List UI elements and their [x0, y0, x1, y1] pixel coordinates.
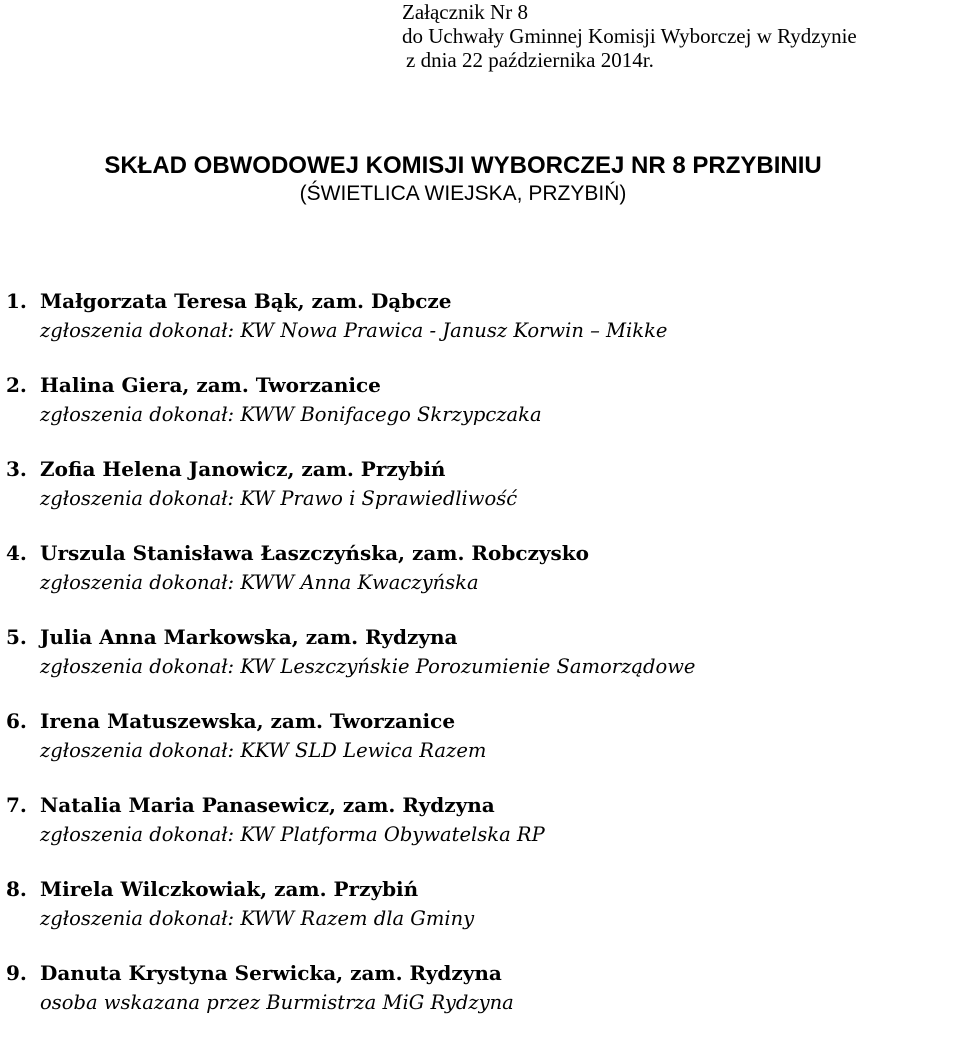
member-nomination: zgłoszenia dokonał: KWW Bonifacego Skrzypczaka [40, 403, 542, 426]
member-nomination: zgłoszenia dokonał: KW Nowa Prawica - Janusz Korwin – Mikke [40, 319, 668, 342]
member-name-line [6, 538, 956, 568]
member-nomination: zgłoszenia dokonał: KKW SLD Lewica Razem [40, 739, 487, 762]
member-nomination: osoba wskazana przez Burmistrza MiG Rydzyna [40, 991, 514, 1014]
attachment-header [402, 0, 857, 72]
document-title: SKŁAD OBWODOWEJ KOMISJI WYBORCZEJ NR 8 PRZYBINIU [104, 152, 822, 179]
member-number: 2. [6, 373, 27, 397]
member-nomination: zgłoszenia dokonał: KWW Razem dla Gminy [40, 907, 475, 930]
member-name-line [6, 622, 956, 652]
member-nomination: zgłoszenia dokonał: KW Platforma Obywatelska RP [40, 823, 545, 846]
list-item [6, 538, 956, 622]
member-nomination: zgłoszenia dokonał: KW Prawo i Sprawiedliwość [40, 487, 518, 510]
member-number: 1. [6, 289, 27, 313]
member-nomination: zgłoszenia dokonał: KWW Anna Kwaczyńska [40, 571, 479, 594]
member-name-line [6, 286, 956, 316]
list-item [6, 874, 956, 958]
member-name: Julia Anna Markowska, zam. Rydzyna [40, 625, 458, 649]
attachment-date: z dnia 22 października 2014r. [406, 48, 654, 72]
list-item [6, 286, 956, 370]
list-item [6, 706, 956, 790]
member-name-line [6, 874, 956, 904]
attachment-number: Załącznik Nr 8 [402, 0, 528, 24]
member-number: 4. [6, 541, 27, 565]
member-list [6, 286, 956, 1042]
list-item [6, 958, 956, 1042]
member-number: 8. [6, 877, 27, 901]
member-number: 7. [6, 793, 27, 817]
member-name-line [6, 370, 956, 400]
list-item [6, 622, 956, 706]
member-name: Halina Giera, zam. Tworzanice [40, 373, 381, 397]
member-name: Irena Matuszewska, zam. Tworzanice [40, 709, 456, 733]
member-number: 5. [6, 625, 27, 649]
member-name: Danuta Krystyna Serwicka, zam. Rydzyna [40, 961, 502, 985]
attachment-resolution: do Uchwały Gminnej Komisji Wyborczej w Rydzynie [402, 24, 857, 48]
member-name-line [6, 706, 956, 736]
list-item [6, 370, 956, 454]
member-name-line [6, 454, 956, 484]
member-name: Natalia Maria Panasewicz, zam. Rydzyna [40, 793, 495, 817]
member-name: Mirela Wilczkowiak, zam. Przybiń [40, 877, 419, 901]
list-item [6, 790, 956, 874]
document-subtitle: (ŚWIETLICA WIEJSKA, PRZYBIŃ) [299, 182, 627, 205]
member-number: 9. [6, 961, 27, 985]
member-name: Zofia Helena Janowicz, zam. Przybiń [40, 457, 446, 481]
member-name-line [6, 958, 956, 988]
member-name-line [6, 790, 956, 820]
member-number: 3. [6, 457, 27, 481]
member-number: 6. [6, 709, 27, 733]
member-name: Małgorzata Teresa Bąk, zam. Dąbcze [40, 289, 452, 313]
member-name: Urszula Stanisława Łaszczyńska, zam. Robczysko [40, 541, 589, 565]
list-item [6, 454, 956, 538]
member-nomination: zgłoszenia dokonał: KW Leszczyńskie Porozumienie Samorządowe [40, 655, 696, 678]
